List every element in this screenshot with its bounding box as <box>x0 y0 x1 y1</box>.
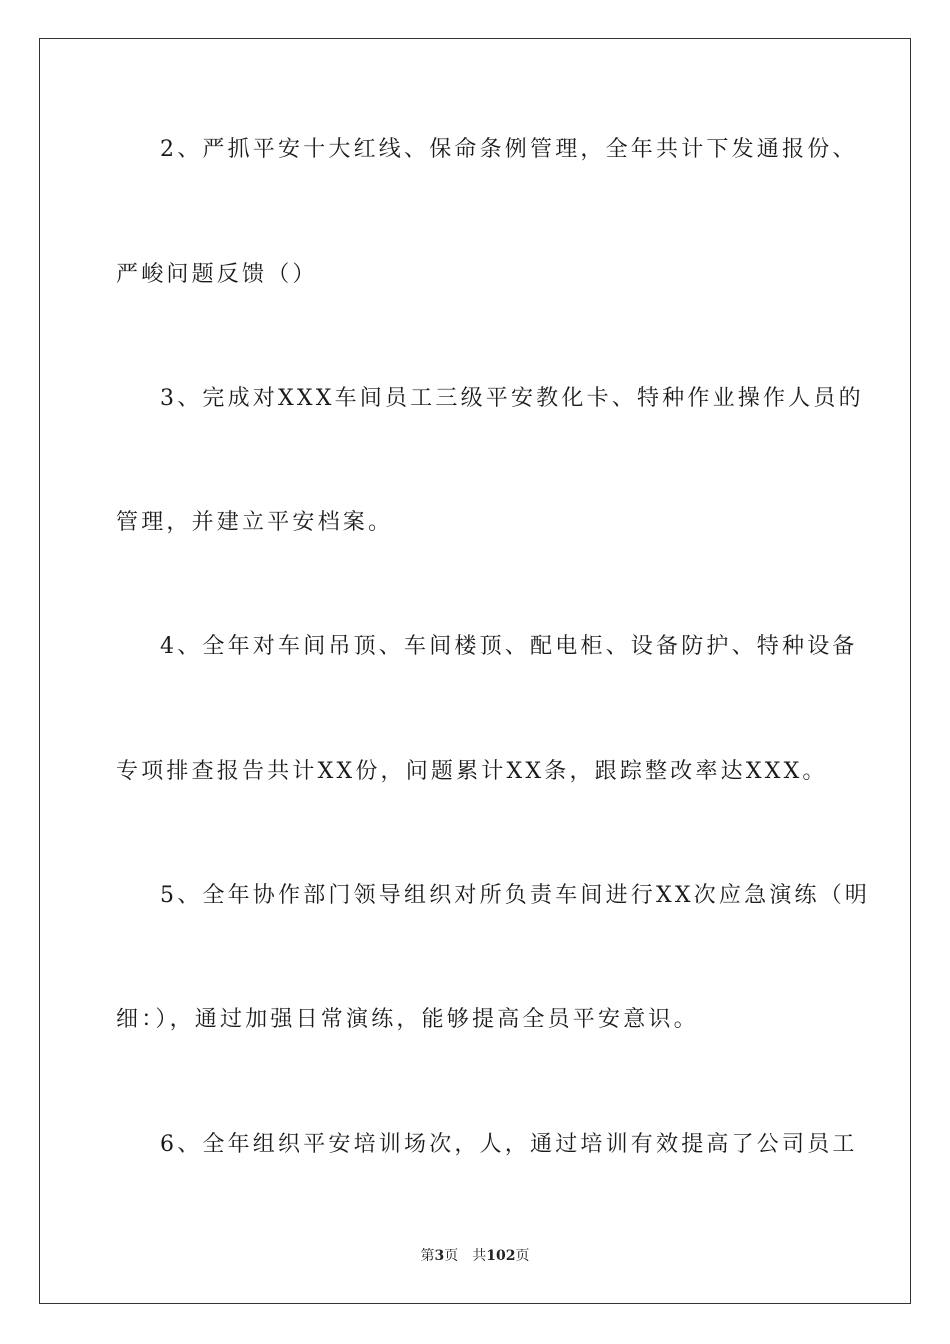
page-footer <box>0 1246 950 1266</box>
paragraph-3-line-1: 3、完成对XXX车间员工三级平安教化卡、特种作业操作人员的 <box>160 386 864 411</box>
page-border <box>39 38 911 1304</box>
paragraph-2-line-1: 2、严抓平安十大红线、保命条例管理，全年共计下发通报份、 <box>160 137 858 162</box>
paragraph-2-line-2: 严峻问题反馈（） <box>116 262 318 287</box>
footer-page-suffix: 页 <box>444 1248 459 1264</box>
footer-page-prefix: 第 <box>420 1248 435 1264</box>
paragraph-4-line-2: 专项排查报告共计XX份，问题累计XX条，跟踪整改率达XXX。 <box>116 759 828 784</box>
footer-page-current: 3 <box>434 1248 445 1264</box>
footer-total-prefix: 共 <box>472 1248 487 1264</box>
footer-total-suffix: 页 <box>515 1248 530 1264</box>
paragraph-3-line-2: 管理，并建立平安档案。 <box>116 510 394 535</box>
footer-page-total: 102 <box>486 1248 516 1264</box>
paragraph-5-line-1: 5、全年协作部门领导组织对所负责车间进行XX次应急演练（明 <box>160 883 871 908</box>
paragraph-5-line-2: 细：），通过加强日常演练，能够提高全员平安意识。 <box>116 1007 699 1032</box>
paragraph-4-line-1: 4、全年对车间吊顶、车间楼顶、配电柜、设备防护、特种设备 <box>160 634 858 659</box>
paragraph-6-line-1: 6、全年组织平安培训场次，人，通过培训有效提高了公司员工 <box>160 1132 858 1157</box>
